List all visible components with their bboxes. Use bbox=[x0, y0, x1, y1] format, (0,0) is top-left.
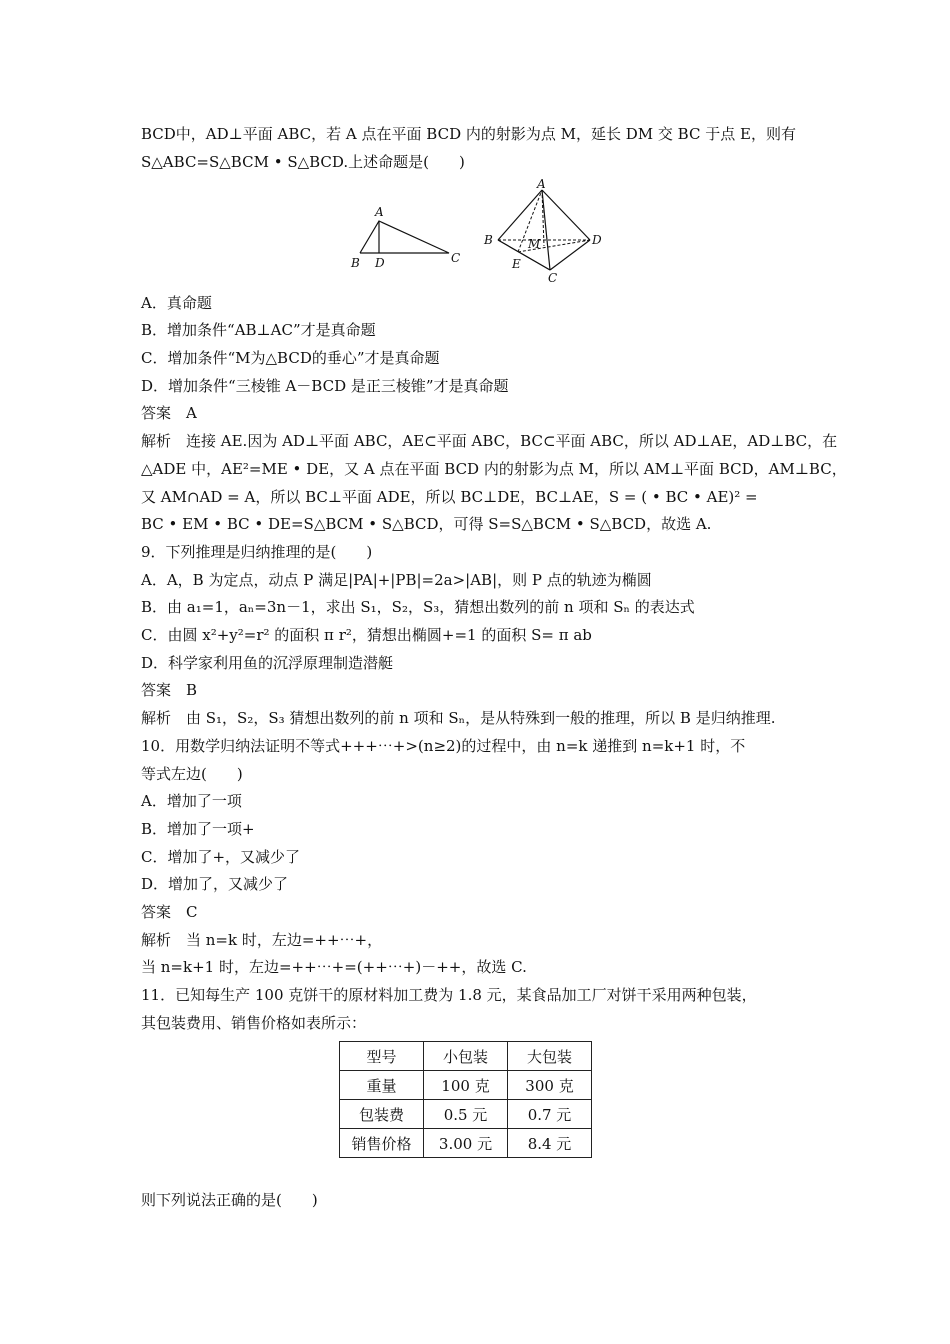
q8-answer: 答案 A bbox=[141, 404, 197, 422]
packaging-table bbox=[339, 1041, 592, 1158]
q9-explanation: 解析 由 S₁，S₂，S₃ 猜想出数列的前 n 项和 Sₙ，是从特殊到一般的推理，所以 B 是归纳推理. bbox=[141, 709, 776, 727]
q10-explanation-1: 解析 当 n=k 时，左边=++⋯+， bbox=[141, 931, 383, 949]
table-cell: 3.00 元 bbox=[424, 1129, 508, 1158]
table-row bbox=[340, 1071, 592, 1100]
q8-explanation-4: BC • EM • BC • DE=S△BCM • S△BCD，可得 S=S△BCM • S△BCD，故选 A. bbox=[141, 515, 712, 533]
table-cell: 销售价格 bbox=[340, 1129, 424, 1158]
q8-option-d: D．增加条件“三棱锥 A－BCD 是正三棱锥”才是真命题 bbox=[141, 377, 509, 395]
q8-option-b: B．增加条件“AB⊥AC”才是真命题 bbox=[141, 321, 376, 339]
q9-answer: 答案 B bbox=[141, 681, 198, 699]
q9-stem: 9．下列推理是归纳推理的是( ) bbox=[141, 543, 373, 561]
q10-option-d: D．增加了，又减少了 bbox=[141, 875, 289, 893]
tri-label-c: C bbox=[451, 251, 461, 265]
q8-stem-line-1: BCD中，AD⊥平面 ABC，若 A 点在平面 BCD 内的射影为点 M，延长 DM 交 BC 于点 E，则有 bbox=[141, 125, 796, 143]
table-cell: 型号 bbox=[340, 1042, 424, 1071]
table-cell: 包装费 bbox=[340, 1100, 424, 1129]
table-cell: 0.7 元 bbox=[508, 1100, 592, 1129]
table-cell: 8.4 元 bbox=[508, 1129, 592, 1158]
tetrahedron-figure bbox=[478, 176, 618, 284]
q8-option-c: C．增加条件“M为△BCD的垂心”才是真命题 bbox=[141, 349, 440, 367]
q8-option-a: A．真命题 bbox=[141, 294, 212, 312]
table-cell: 小包装 bbox=[424, 1042, 508, 1071]
pyr-label-c: C bbox=[548, 271, 558, 284]
q10-option-b: B．增加了一项+ bbox=[141, 820, 255, 838]
table-row bbox=[340, 1042, 592, 1071]
pyr-label-b: B bbox=[484, 233, 493, 247]
q9-option-d: D．科学家利用鱼的沉浮原理制造潜艇 bbox=[141, 654, 394, 672]
table-cell: 300 克 bbox=[508, 1071, 592, 1100]
q9-option-c: C．由圆 x²+y²=r² 的面积 π r²，猜想出椭圆+=1 的面积 S= π ab bbox=[141, 626, 592, 644]
pyr-label-a: A bbox=[537, 177, 546, 191]
q11-stem-1: 11．已知每生产 100 克饼干的原材料加工费为 1.8 元，某食品加工厂对饼干采用两种包装， bbox=[141, 986, 757, 1004]
q11-stem-2: 其包装费用、销售价格如表所示： bbox=[141, 1014, 367, 1032]
table-cell: 大包装 bbox=[508, 1042, 592, 1071]
q11-stem-end: 则下列说法正确的是( ) bbox=[141, 1191, 318, 1209]
pyr-label-m: M bbox=[528, 237, 541, 251]
table-cell: 100 克 bbox=[424, 1071, 508, 1100]
q10-option-a: A．增加了一项 bbox=[141, 792, 242, 810]
q10-option-c: C．增加了+，又减少了 bbox=[141, 848, 301, 866]
table-row bbox=[340, 1100, 592, 1129]
table-row bbox=[340, 1129, 592, 1158]
q8-explanation-3: 又 AM∩AD = A，所以 BC⊥平面 ADE，所以 BC⊥DE，BC⊥AE，S = ( • BC • AE)² = bbox=[141, 488, 758, 506]
q10-answer: 答案 C bbox=[141, 903, 198, 921]
q8-stem-line-2: S△ABC=S△BCM • S△BCD.上述命题是( ) bbox=[141, 153, 465, 171]
q10-stem-1: 10．用数学归纳法证明不等式+++⋯+>(n≥2)的过程中，由 n=k 递推到 n=k+1 时，不 bbox=[141, 737, 746, 755]
q9-option-a: A．A，B 为定点，动点 P 满足|PA|+|PB|=2a>|AB|，则 P 点的轨迹为椭圆 bbox=[141, 571, 652, 589]
tri-label-b: B bbox=[351, 256, 360, 270]
tri-label-d: D bbox=[375, 256, 385, 270]
table-cell: 0.5 元 bbox=[424, 1100, 508, 1129]
table-cell: 重量 bbox=[340, 1071, 424, 1100]
tri-label-a: A bbox=[375, 205, 384, 219]
q10-stem-2: 等式左边( ) bbox=[141, 765, 243, 783]
triangle-figure bbox=[345, 200, 465, 272]
q8-explanation-2: △ADE 中，AE²=ME • DE，又 A 点在平面 BCD 内的射影为点 M，所以 AM⊥平面 BCD，AM⊥BC， bbox=[141, 460, 847, 478]
q9-option-b: B．由 a₁=1，aₙ=3n－1，求出 S₁，S₂，S₃，猜想出数列的前 n 项和 Sₙ 的表达式 bbox=[141, 598, 695, 616]
q8-explanation-1: 解析 连接 AE.因为 AD⊥平面 ABC，AE⊂平面 ABC，BC⊂平面 ABC，所以 AD⊥AE，AD⊥BC，在 bbox=[141, 432, 838, 450]
q10-explanation-2: 当 n=k+1 时，左边=++⋯+=(++⋯+)－++，故选 C. bbox=[141, 958, 527, 976]
pyr-label-e: E bbox=[512, 257, 521, 271]
pyr-label-d: D bbox=[592, 233, 602, 247]
